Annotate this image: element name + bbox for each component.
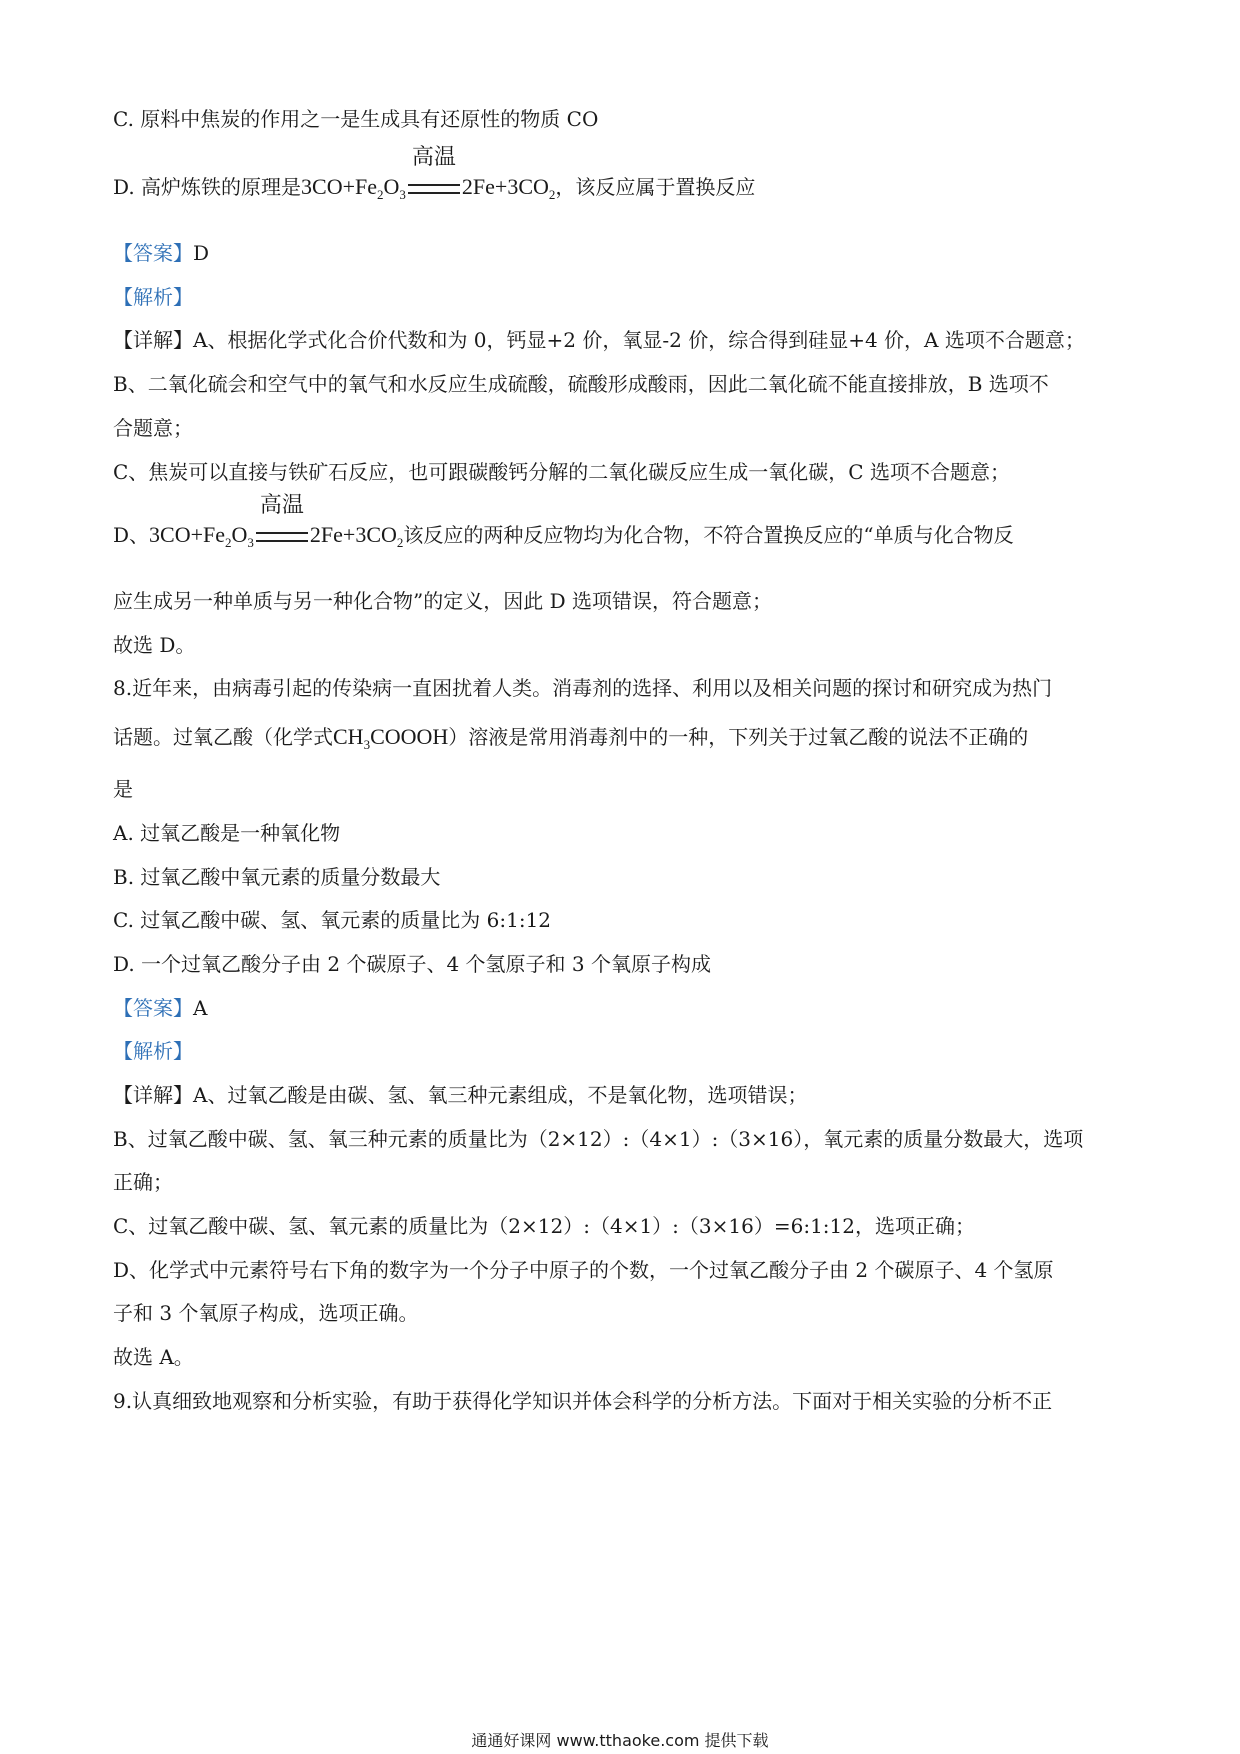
q7-choose: 故选 D。: [113, 633, 196, 657]
reaction-condition: 高温: [259, 492, 304, 517]
q8-detail-c: C、过氧乙酸中碳、氢、氧元素的质量比为（2×12）:（4×1）:（3×16）=6:1:12，选项正确；: [113, 1214, 975, 1238]
double-line-icon: [408, 184, 460, 194]
reaction-condition: 高温: [411, 144, 456, 169]
detail-d-prefix: D、: [113, 523, 150, 547]
answer-value: A: [193, 996, 208, 1020]
page-footer: 通通好课网 www.tthaoke.com 提供下载: [471, 1731, 769, 1750]
eq-sub: 2: [225, 535, 232, 550]
detail-text: A、根据化学式化合价代数和为 0，钙显+2 价，氧显-2 价，综合得到硅显+4 价，A 选项不合题意；: [193, 328, 1085, 352]
q8-detail-d1: D、化学式中元素符号右下角的数字为一个分子中原子的个数，一个过氧乙酸分子由 2 个碳原子、4 个氢原: [113, 1258, 1054, 1282]
detail-label: 【详解】: [113, 1083, 193, 1107]
q8-formula: [333, 724, 449, 752]
answer-value: D: [193, 241, 210, 265]
q8-detail-b1: B、过氧乙酸中碳、氢、氧三种元素的质量比为（2×12）:（4×1）:（3×16），氧元素的质量分数最大，选项: [113, 1127, 1084, 1151]
reaction-arrow: [256, 492, 308, 550]
formula-sub: 3: [363, 737, 371, 752]
q7-detail-b2: 合题意；: [113, 416, 193, 440]
q8-option-a: A. 过氧乙酸是一种氧化物: [113, 821, 341, 845]
reaction-arrow: [408, 144, 460, 202]
detail-label: 【详解】: [113, 328, 193, 352]
formula-part: COOOH: [370, 724, 449, 749]
double-line-icon: [256, 532, 308, 542]
q8-detail-a: [113, 1080, 1133, 1110]
q7-detail-b1: B、二氧化硫会和空气中的氧气和水反应生成硫酸，硫酸形成酸雨，因此二氧化硫不能直接排放，B 选项不: [113, 372, 1049, 396]
q7-answer: [113, 238, 1133, 268]
eq-sub: 2: [377, 187, 384, 202]
eq-left: 3CO+Fe: [149, 522, 226, 547]
eq-sub: 2: [548, 187, 556, 202]
q7-equation: [301, 144, 556, 202]
q8-stem-suffix: ）溶液是常用消毒剂中的一种，下列关于过氧乙酸的说法不正确的: [448, 725, 1029, 749]
q8-stem-prefix: 话题。过氧乙酸（化学式: [113, 725, 333, 749]
q8-analysis-label: [113, 1036, 1133, 1066]
formula-part: CH: [333, 724, 364, 749]
q8-choose: 故选 A。: [113, 1345, 194, 1369]
q7-option-c: C. 原料中焦炭的作用之一是生成具有还原性的物质 CO: [113, 107, 599, 131]
analysis-label: 【解析】: [113, 285, 193, 309]
q7-detail-c: C、焦炭可以直接与铁矿石反应，也可跟碳酸钙分解的二氧化碳反应生成一氧化碳，C 选项不合题意；: [113, 460, 1010, 484]
q7-detail-a: [113, 325, 1133, 355]
answer-label: 【答案】: [113, 241, 193, 265]
eq-oxygen: O: [383, 174, 400, 199]
q8-stem-2: [113, 722, 1133, 760]
analysis-label: 【解析】: [113, 1039, 193, 1063]
q8-answer: [113, 993, 1133, 1023]
q7-option-d-suffix: ，该反应属于置换反应: [555, 175, 756, 199]
q7-analysis-label: [113, 282, 1133, 312]
eq-right: 2Fe+3CO: [461, 174, 549, 199]
q7-detail-equation: [149, 492, 404, 550]
detail-d-suffix: 该反应的两种反应物均为化合物，不符合置换反应的“单质与化合物反: [403, 523, 1014, 547]
q8-detail-b2: 正确；: [113, 1170, 173, 1194]
q8-detail-d2: 子和 3 个氧原子构成，选项正确。: [113, 1301, 419, 1325]
q7-detail-d1: [113, 492, 1133, 558]
q8-option-d: D. 一个过氧乙酸分子由 2 个碳原子、4 个氢原子和 3 个氧原子构成: [113, 952, 711, 976]
q8-stem-1: 8.近年来，由病毒引起的传染病一直困扰着人类。消毒剂的选择、利用以及相关问题的探讨和研究成为热门: [113, 676, 1053, 700]
eq-right: 2Fe+3CO: [309, 522, 397, 547]
eq-sub: 3: [247, 535, 254, 550]
answer-label: 【答案】: [113, 996, 193, 1020]
eq-sub: 2: [396, 535, 404, 550]
q8-option-c: C. 过氧乙酸中碳、氢、氧元素的质量比为 6:1:12: [113, 908, 552, 932]
q8-option-b: B. 过氧乙酸中氧元素的质量分数最大: [113, 865, 441, 889]
detail-text: A、过氧乙酸是由碳、氢、氧三种元素组成，不是氧化物，选项错误；: [193, 1083, 808, 1107]
q7-detail-d2: 应生成另一种单质与另一种化合物”的定义，因此 D 选项错误，符合题意；: [113, 589, 772, 613]
q8-stem-3: 是: [113, 777, 133, 801]
eq-sub: 3: [399, 187, 406, 202]
eq-oxygen: O: [231, 522, 248, 547]
q7-option-d: [113, 144, 1133, 210]
eq-left: 3CO+Fe: [301, 174, 378, 199]
q7-option-d-prefix: D. 高炉炼铁的原理是: [113, 175, 302, 199]
q9-stem-1: 9.认真细致地观察和分析实验，有助于获得化学知识并体会科学的分析方法。下面对于相关实验的分析不正: [113, 1389, 1053, 1413]
